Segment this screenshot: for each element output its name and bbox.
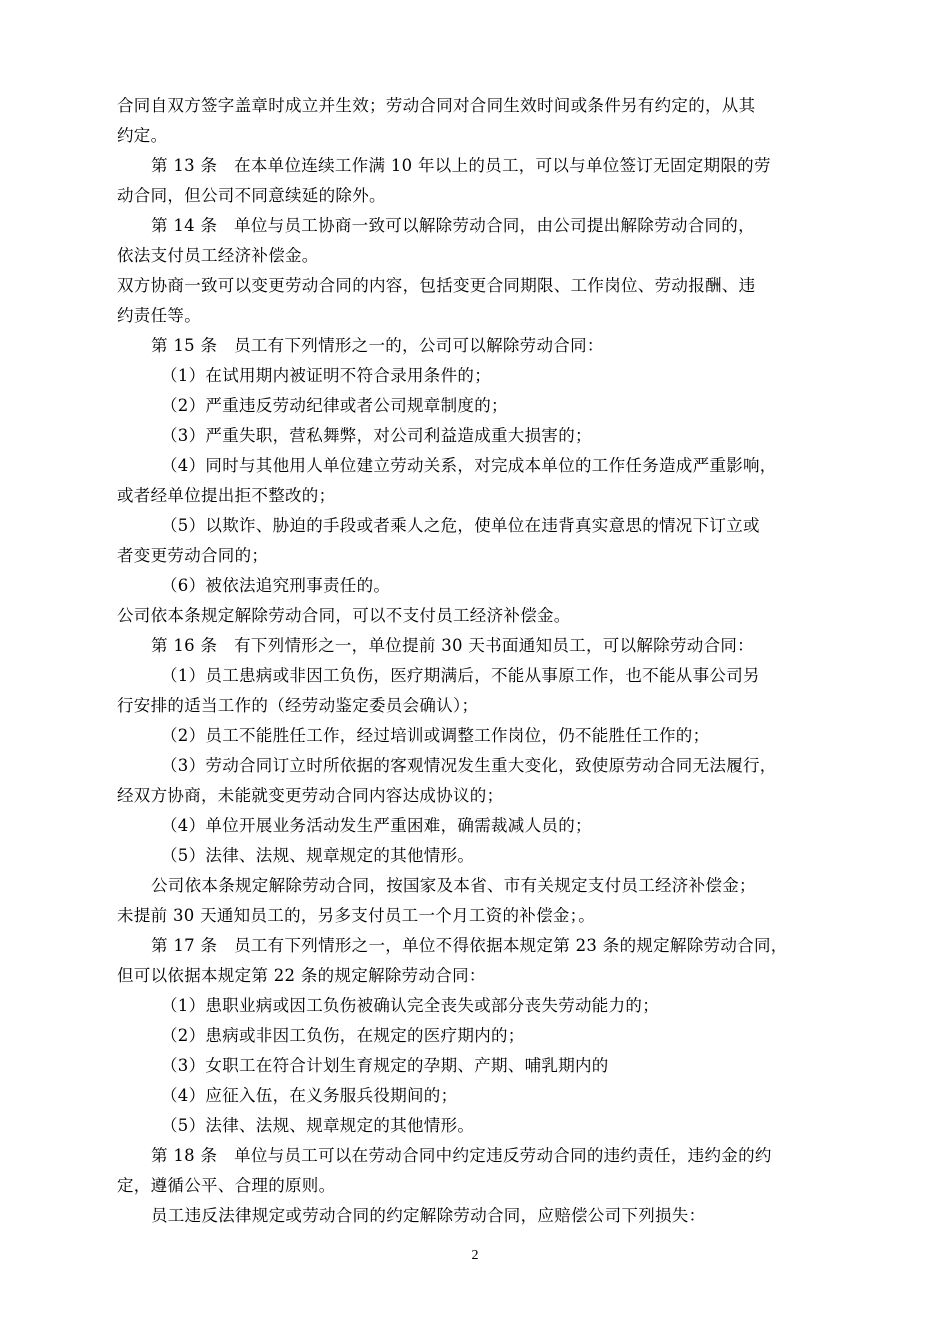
text-line: 公司依本条规定解除劳动合同，按国家及本省、市有关规定支付员工经济补偿金； (151, 876, 756, 895)
list-item: （2）严重违反劳动纪律或者公司规章制度的； (161, 396, 508, 415)
list-item: （5）以欺诈、胁迫的手段或者乘人之危，使单位在违背真实意思的情况下订立或 (161, 516, 760, 535)
list-item: （1）患职业病或因工负伤被确认完全丧失或部分丧失劳动能力的； (161, 996, 659, 1015)
list-item: （3）严重失职，营私舞弊，对公司利益造成重大损害的； (161, 426, 592, 445)
list-item: （5）法律、法规、规章规定的其他情形。 (161, 1116, 475, 1135)
text-line: 定，遵循公平、合理的原则。 (117, 1176, 336, 1195)
article-17-line: 第 17 条 员工有下列情形之一，单位不得依据本规定第 23 条的规定解除劳动合同， (151, 936, 788, 955)
text-line: 未提前 30 天通知员工的，另多支付员工一个月工资的补偿金；。 (117, 906, 596, 925)
article-14-line: 第 14 条 单位与员工协商一致可以解除劳动合同，由公司提出解除劳动合同的， (151, 216, 755, 235)
article-13-line: 第 13 条 在本单位连续工作满 10 年以上的员工，可以与单位签订无固定期限的劳 (151, 156, 771, 175)
text-line: 约定。 (117, 126, 168, 145)
text-line: 员工违反法律规定或劳动合同的约定解除劳动合同，应赔偿公司下列损失： (151, 1206, 706, 1225)
page-number: 2 (471, 1248, 479, 1263)
text-line: 公司依本条规定解除劳动合同，可以不支付员工经济补偿金。 (117, 606, 571, 625)
list-item: （1）员工患病或非因工负伤，医疗期满后，不能从事原工作，也不能从事公司另 (161, 666, 760, 685)
text-line: 依法支付员工经济补偿金。 (117, 246, 319, 265)
text-line: 经双方协商，未能就变更劳动合同内容达成协议的； (117, 786, 504, 805)
text-line: 但可以依据本规定第 22 条的规定解除劳动合同： (117, 966, 486, 985)
document-body (117, 91, 839, 1231)
list-item: （6）被依法追究刑事责任的。 (161, 576, 391, 595)
article-16-line: 第 16 条 有下列情形之一，单位提前 30 天书面通知员工，可以解除劳动合同： (151, 636, 754, 655)
list-item: （4）单位开展业务活动发生严重困难，确需裁减人员的； (161, 816, 592, 835)
text-line: 动合同，但公司不同意续延的除外。 (117, 186, 386, 205)
list-item: （4）应征入伍，在义务服兵役期间的； (161, 1086, 458, 1105)
list-item: （3）女职工在符合计划生育规定的孕期、产期、哺乳期内的 (161, 1056, 609, 1075)
text-line: 者变更劳动合同的； (117, 546, 269, 565)
list-item: （4）同时与其他用人单位建立劳动关系，对完成本单位的工作任务造成严重影响， (161, 456, 777, 475)
text-line: 约责任等。 (117, 306, 201, 325)
list-item: （2）患病或非因工负伤，在规定的医疗期内的； (161, 1026, 525, 1045)
list-item: （2）员工不能胜任工作，经过培训或调整工作岗位，仍不能胜任工作的； (161, 726, 710, 745)
list-item: （3）劳动合同订立时所依据的客观情况发生重大变化，致使原劳动合同无法履行， (161, 756, 777, 775)
article-15-line: 第 15 条 员工有下列情形之一的，公司可以解除劳动合同： (151, 336, 604, 355)
text-line: 双方协商一致可以变更劳动合同的内容，包括变更合同期限、工作岗位、劳动报酬、违 (117, 276, 756, 295)
article-18-line: 第 18 条 单位与员工可以在劳动合同中约定违反劳动合同的违约责任，违约金的约 (151, 1146, 772, 1165)
list-item: （1）在试用期内被证明不符合录用条件的； (161, 366, 491, 385)
text-line: 行安排的适当工作的（经劳动鉴定委员会确认）； (117, 696, 479, 715)
text-line: 合同自双方签字盖章时成立并生效；劳动合同对合同生效时间或条件另有约定的，从其 (117, 96, 756, 115)
list-item: （5）法律、法规、规章规定的其他情形。 (161, 846, 475, 865)
text-line: 或者经单位提出拒不整改的； (117, 486, 336, 505)
